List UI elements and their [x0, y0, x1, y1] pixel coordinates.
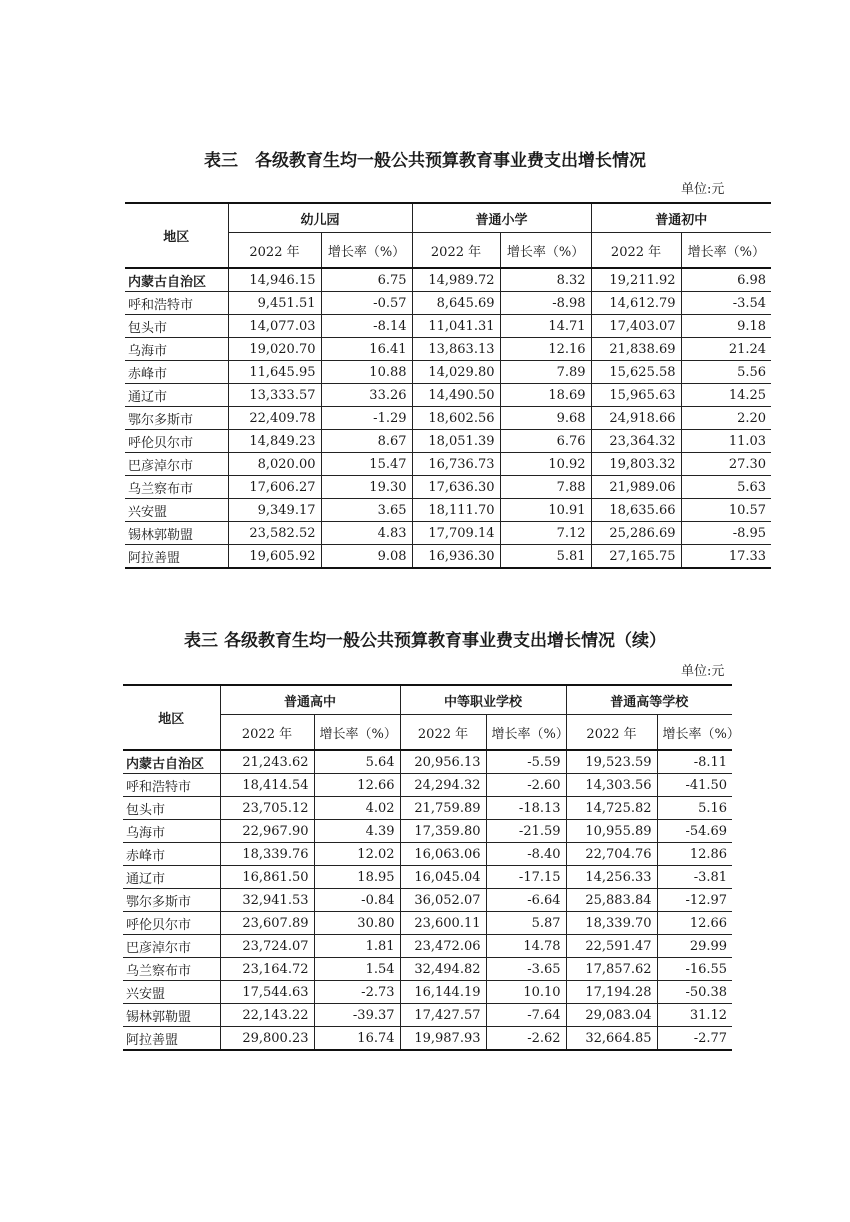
growth-rate-cell: -16.55	[657, 958, 732, 981]
growth-rate-cell: 10.92	[500, 453, 591, 476]
growth-rate-cell: -50.38	[657, 981, 732, 1004]
table-row	[125, 338, 771, 361]
amount-cell: 17,636.30	[412, 476, 500, 499]
amount-cell: 8,020.00	[228, 453, 321, 476]
amount-cell: 21,838.69	[591, 338, 681, 361]
growth-rate-cell: 17.33	[681, 545, 771, 569]
amount-cell: 20,956.13	[400, 750, 486, 774]
table2-rate-header: 增长率（%）	[657, 715, 732, 751]
growth-rate-cell: 12.86	[657, 843, 732, 866]
amount-cell: 13,333.57	[228, 384, 321, 407]
growth-rate-cell: -2.60	[486, 774, 566, 797]
amount-cell: 18,414.54	[220, 774, 314, 797]
growth-rate-cell: 2.20	[681, 407, 771, 430]
table1-rate-header: 增长率（%）	[681, 233, 771, 269]
amount-cell: 29,800.23	[220, 1027, 314, 1051]
region-cell: 鄂尔多斯市	[123, 889, 220, 912]
amount-cell: 27,165.75	[591, 545, 681, 569]
growth-rate-cell: -12.97	[657, 889, 732, 912]
growth-rate-cell: 7.88	[500, 476, 591, 499]
growth-rate-cell: -54.69	[657, 820, 732, 843]
table2-year-header: 2022 年	[400, 715, 486, 751]
growth-rate-cell: 31.12	[657, 1004, 732, 1027]
amount-cell: 8,645.69	[412, 292, 500, 315]
amount-cell: 32,941.53	[220, 889, 314, 912]
amount-cell: 16,063.06	[400, 843, 486, 866]
amount-cell: 13,863.13	[412, 338, 500, 361]
growth-rate-cell: -18.13	[486, 797, 566, 820]
region-cell: 锡林郭勒盟	[123, 1004, 220, 1027]
amount-cell: 17,194.28	[566, 981, 657, 1004]
growth-rate-cell: -8.95	[681, 522, 771, 545]
growth-rate-cell: 18.95	[314, 866, 400, 889]
amount-cell: 17,857.62	[566, 958, 657, 981]
growth-rate-cell: -8.98	[500, 292, 591, 315]
region-cell: 兴安盟	[125, 499, 228, 522]
table1-group-header: 幼儿园	[228, 203, 412, 233]
growth-rate-cell: -7.64	[486, 1004, 566, 1027]
amount-cell: 9,451.51	[228, 292, 321, 315]
amount-cell: 22,967.90	[220, 820, 314, 843]
amount-cell: 17,403.07	[591, 315, 681, 338]
growth-rate-cell: 5.16	[657, 797, 732, 820]
region-cell: 赤峰市	[123, 843, 220, 866]
growth-rate-cell: 4.83	[321, 522, 412, 545]
amount-cell: 22,591.47	[566, 935, 657, 958]
growth-rate-cell: 9.18	[681, 315, 771, 338]
growth-rate-cell: 10.10	[486, 981, 566, 1004]
table2-title: 表三 各级教育生均一般公共预算教育事业费支出增长情况（续）	[184, 631, 666, 651]
growth-rate-cell: 9.08	[321, 545, 412, 569]
amount-cell: 16,736.73	[412, 453, 500, 476]
amount-cell: 23,607.89	[220, 912, 314, 935]
growth-rate-cell: 12.66	[657, 912, 732, 935]
growth-rate-cell: 5.63	[681, 476, 771, 499]
growth-rate-cell: -3.54	[681, 292, 771, 315]
amount-cell: 14,989.72	[412, 268, 500, 292]
growth-rate-cell: -8.11	[657, 750, 732, 774]
amount-cell: 14,725.82	[566, 797, 657, 820]
growth-rate-cell: -2.62	[486, 1027, 566, 1051]
amount-cell: 24,294.32	[400, 774, 486, 797]
amount-cell: 32,664.85	[566, 1027, 657, 1051]
table-row	[125, 522, 771, 545]
amount-cell: 22,704.76	[566, 843, 657, 866]
amount-cell: 23,705.12	[220, 797, 314, 820]
amount-cell: 14,612.79	[591, 292, 681, 315]
growth-rate-cell: -3.65	[486, 958, 566, 981]
table-row	[123, 889, 732, 912]
growth-rate-cell: 14.78	[486, 935, 566, 958]
growth-rate-cell: 21.24	[681, 338, 771, 361]
growth-rate-cell: -0.84	[314, 889, 400, 912]
table-row	[125, 361, 771, 384]
amount-cell: 29,083.04	[566, 1004, 657, 1027]
growth-rate-cell: 6.75	[321, 268, 412, 292]
growth-rate-cell: 5.64	[314, 750, 400, 774]
table-row	[123, 912, 732, 935]
region-cell: 呼伦贝尔市	[123, 912, 220, 935]
growth-rate-cell: 1.54	[314, 958, 400, 981]
growth-rate-cell: 4.39	[314, 820, 400, 843]
region-cell: 兴安盟	[123, 981, 220, 1004]
growth-rate-cell: 7.12	[500, 522, 591, 545]
growth-rate-cell: -3.81	[657, 866, 732, 889]
table1-group-header: 普通小学	[412, 203, 591, 233]
amount-cell: 18,635.66	[591, 499, 681, 522]
table2-rate-header: 增长率（%）	[486, 715, 566, 751]
table-row	[125, 268, 771, 292]
growth-rate-cell: -39.37	[314, 1004, 400, 1027]
amount-cell: 21,243.62	[220, 750, 314, 774]
region-cell: 巴彦淖尔市	[123, 935, 220, 958]
table1-year-header: 2022 年	[228, 233, 321, 269]
amount-cell: 22,409.78	[228, 407, 321, 430]
amount-cell: 25,286.69	[591, 522, 681, 545]
growth-rate-cell: -6.64	[486, 889, 566, 912]
amount-cell: 23,364.32	[591, 430, 681, 453]
table1-group-header: 普通初中	[591, 203, 771, 233]
table1-year-header: 2022 年	[591, 233, 681, 269]
amount-cell: 19,605.92	[228, 545, 321, 569]
region-cell: 呼伦贝尔市	[125, 430, 228, 453]
amount-cell: 16,936.30	[412, 545, 500, 569]
amount-cell: 19,987.93	[400, 1027, 486, 1051]
growth-rate-cell: -21.59	[486, 820, 566, 843]
growth-rate-cell: -17.15	[486, 866, 566, 889]
table1-rate-header: 增长率（%）	[500, 233, 591, 269]
amount-cell: 19,803.32	[591, 453, 681, 476]
region-cell: 巴彦淖尔市	[125, 453, 228, 476]
growth-rate-cell: 9.68	[500, 407, 591, 430]
table2-year-header: 2022 年	[220, 715, 314, 751]
table2-unit: 单位:元	[681, 664, 725, 679]
amount-cell: 15,965.63	[591, 384, 681, 407]
amount-cell: 22,143.22	[220, 1004, 314, 1027]
table2-rate-header: 增长率（%）	[314, 715, 400, 751]
amount-cell: 11,041.31	[412, 315, 500, 338]
amount-cell: 21,989.06	[591, 476, 681, 499]
table-row	[125, 407, 771, 430]
growth-rate-cell: -8.14	[321, 315, 412, 338]
region-cell: 通辽市	[125, 384, 228, 407]
growth-rate-cell: 12.02	[314, 843, 400, 866]
growth-rate-cell: 12.16	[500, 338, 591, 361]
growth-rate-cell: 5.56	[681, 361, 771, 384]
region-cell: 赤峰市	[125, 361, 228, 384]
growth-rate-cell: -1.29	[321, 407, 412, 430]
region-cell: 乌海市	[123, 820, 220, 843]
table-row	[123, 750, 732, 774]
table2-group-header: 中等职业学校	[400, 685, 566, 715]
amount-cell: 23,164.72	[220, 958, 314, 981]
region-cell: 通辽市	[123, 866, 220, 889]
amount-cell: 14,256.33	[566, 866, 657, 889]
amount-cell: 17,359.80	[400, 820, 486, 843]
table-row	[125, 545, 771, 569]
region-cell: 阿拉善盟	[123, 1027, 220, 1051]
growth-rate-cell: 16.41	[321, 338, 412, 361]
region-cell: 包头市	[123, 797, 220, 820]
amount-cell: 18,339.70	[566, 912, 657, 935]
table-row	[123, 843, 732, 866]
amount-cell: 15,625.58	[591, 361, 681, 384]
amount-cell: 14,849.23	[228, 430, 321, 453]
region-cell: 包头市	[125, 315, 228, 338]
amount-cell: 24,918.66	[591, 407, 681, 430]
amount-cell: 36,052.07	[400, 889, 486, 912]
amount-cell: 18,602.56	[412, 407, 500, 430]
table1-year-header: 2022 年	[412, 233, 500, 269]
growth-rate-cell: 8.32	[500, 268, 591, 292]
amount-cell: 19,211.92	[591, 268, 681, 292]
region-cell: 呼和浩特市	[125, 292, 228, 315]
amount-cell: 18,051.39	[412, 430, 500, 453]
region-cell: 乌兰察布市	[123, 958, 220, 981]
growth-rate-cell: 4.02	[314, 797, 400, 820]
amount-cell: 23,724.07	[220, 935, 314, 958]
growth-rate-cell: -8.40	[486, 843, 566, 866]
amount-cell: 19,020.70	[228, 338, 321, 361]
table1-body	[125, 268, 771, 568]
region-cell: 乌海市	[125, 338, 228, 361]
growth-rate-cell: 10.57	[681, 499, 771, 522]
growth-rate-cell: 8.67	[321, 430, 412, 453]
amount-cell: 14,490.50	[412, 384, 500, 407]
region-cell: 呼和浩特市	[123, 774, 220, 797]
table1-region-header: 地区	[125, 203, 228, 268]
growth-rate-cell: 6.76	[500, 430, 591, 453]
amount-cell: 23,582.52	[228, 522, 321, 545]
amount-cell: 9,349.17	[228, 499, 321, 522]
region-cell: 内蒙古自治区	[125, 268, 228, 292]
growth-rate-cell: 10.88	[321, 361, 412, 384]
amount-cell: 18,111.70	[412, 499, 500, 522]
amount-cell: 17,544.63	[220, 981, 314, 1004]
table2-year-header: 2022 年	[566, 715, 657, 751]
table-row	[125, 499, 771, 522]
growth-rate-cell: 11.03	[681, 430, 771, 453]
amount-cell: 11,645.95	[228, 361, 321, 384]
growth-rate-cell: 29.99	[657, 935, 732, 958]
growth-rate-cell: 30.80	[314, 912, 400, 935]
growth-rate-cell: 3.65	[321, 499, 412, 522]
region-cell: 乌兰察布市	[125, 476, 228, 499]
table1-rate-header: 增长率（%）	[321, 233, 412, 269]
growth-rate-cell: 15.47	[321, 453, 412, 476]
table-row	[123, 1004, 732, 1027]
amount-cell: 17,606.27	[228, 476, 321, 499]
table-row	[125, 315, 771, 338]
table1	[125, 202, 771, 569]
table-row	[123, 958, 732, 981]
amount-cell: 23,472.06	[400, 935, 486, 958]
growth-rate-cell: 19.30	[321, 476, 412, 499]
amount-cell: 14,077.03	[228, 315, 321, 338]
table2	[123, 684, 740, 1051]
region-cell: 锡林郭勒盟	[125, 522, 228, 545]
growth-rate-cell: 27.30	[681, 453, 771, 476]
amount-cell: 23,600.11	[400, 912, 486, 935]
growth-rate-cell: 18.69	[500, 384, 591, 407]
table-row	[125, 476, 771, 499]
table-row	[125, 453, 771, 476]
amount-cell: 17,427.57	[400, 1004, 486, 1027]
table-row	[123, 866, 732, 889]
table2-region-header: 地区	[123, 685, 220, 750]
growth-rate-cell: 5.81	[500, 545, 591, 569]
growth-rate-cell: 5.87	[486, 912, 566, 935]
growth-rate-cell: 14.71	[500, 315, 591, 338]
table1-unit: 单位:元	[681, 182, 725, 197]
table2-group-header: 普通高中	[220, 685, 400, 715]
growth-rate-cell: 7.89	[500, 361, 591, 384]
table-row	[123, 1027, 732, 1051]
growth-rate-cell: -2.73	[314, 981, 400, 1004]
growth-rate-cell: -2.77	[657, 1027, 732, 1051]
table2-group-header: 普通高等学校	[566, 685, 732, 715]
growth-rate-cell: -5.59	[486, 750, 566, 774]
region-cell: 阿拉善盟	[125, 545, 228, 569]
amount-cell: 17,709.14	[412, 522, 500, 545]
amount-cell: 14,946.15	[228, 268, 321, 292]
amount-cell: 32,494.82	[400, 958, 486, 981]
growth-rate-cell: 33.26	[321, 384, 412, 407]
growth-rate-cell: 10.91	[500, 499, 591, 522]
region-cell: 内蒙古自治区	[123, 750, 220, 774]
growth-rate-cell: 1.81	[314, 935, 400, 958]
growth-rate-cell: 12.66	[314, 774, 400, 797]
growth-rate-cell: 6.98	[681, 268, 771, 292]
table1-title: 表三 各级教育生均一般公共预算教育事业费支出增长情况	[204, 151, 646, 171]
region-cell: 鄂尔多斯市	[125, 407, 228, 430]
amount-cell: 19,523.59	[566, 750, 657, 774]
growth-rate-cell: 16.74	[314, 1027, 400, 1051]
table-row	[123, 935, 732, 958]
amount-cell: 16,144.19	[400, 981, 486, 1004]
amount-cell: 18,339.76	[220, 843, 314, 866]
table-row	[123, 774, 732, 797]
table2-body	[123, 750, 732, 1050]
table-row	[125, 430, 771, 453]
amount-cell: 14,303.56	[566, 774, 657, 797]
growth-rate-cell: -0.57	[321, 292, 412, 315]
amount-cell: 10,955.89	[566, 820, 657, 843]
table-row	[125, 292, 771, 315]
growth-rate-cell: -41.50	[657, 774, 732, 797]
table-row	[123, 820, 732, 843]
amount-cell: 16,861.50	[220, 866, 314, 889]
amount-cell: 25,883.84	[566, 889, 657, 912]
growth-rate-cell: 14.25	[681, 384, 771, 407]
amount-cell: 21,759.89	[400, 797, 486, 820]
amount-cell: 16,045.04	[400, 866, 486, 889]
table-row	[123, 981, 732, 1004]
table-row	[125, 384, 771, 407]
table-row	[123, 797, 732, 820]
amount-cell: 14,029.80	[412, 361, 500, 384]
